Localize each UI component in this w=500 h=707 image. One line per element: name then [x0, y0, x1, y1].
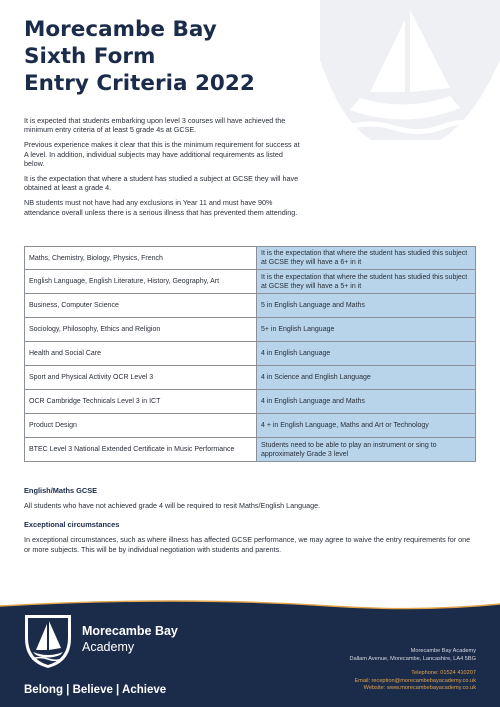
table-row [25, 247, 476, 270]
subject-cell: BTEC Level 3 National Extended Certificate in Music Performance [25, 438, 257, 462]
table-row [25, 342, 476, 366]
requirement-cell: It is the expectation that where the student has studied this subject at GCSE they will have a 5+ in it [257, 270, 476, 294]
intro-paragraph: NB students must not have had any exclusions in Year 11 and must have 90% attendance overall unless there is a serious illness that has prevented them attending. [24, 198, 298, 217]
website-link[interactable]: Website: www.morecambebayacademy.co.uk [363, 685, 476, 692]
subject-cell: Health and Social Care [25, 342, 257, 366]
english-maths-heading: English/Maths GCSE [24, 486, 98, 495]
requirement-cell: Students need to be able to play an instrument or sing to approximately Grade 3 level [257, 438, 476, 462]
additional-info [24, 486, 476, 563]
entry-criteria-table [24, 246, 476, 462]
table-row [25, 294, 476, 318]
table-row [25, 318, 476, 342]
requirement-cell: 4 + in English Language, Maths and Art or Technology [257, 414, 476, 438]
brand-name: Morecambe Bay [82, 624, 178, 638]
table-row [25, 390, 476, 414]
english-maths-text: All students who have not achieved grade 4 will be required to resit Maths/English Language. [24, 501, 321, 511]
title-line-2: Sixth Form [24, 44, 156, 69]
subject-cell: Sport and Physical Activity OCR Level 3 [25, 366, 257, 390]
brand-subname: Academy [82, 640, 135, 654]
requirement-cell: It is the expectation that where the student has studied this subject at GCSE they will have a 6+ in it [257, 247, 476, 270]
exceptional-text: In exceptional circumstances, such as where illness has affected GCSE performance, we may agree to waive the entry requirements for one or more subjects. This will be by individual negotiation with students and parents. [24, 535, 471, 554]
address-line: Dallam Avenue, Morecambe, Lancashire, LA4 5BG [349, 655, 476, 662]
requirement-cell: 4 in English Language and Maths [257, 390, 476, 414]
title-line-3: Entry Criteria 2022 [24, 71, 255, 96]
intro-text [24, 116, 304, 223]
telephone-text: Telephone: 01524 410207 [411, 670, 476, 677]
requirement-cell: 4 in English Language [257, 342, 476, 366]
title-line-1: Morecambe Bay [24, 17, 217, 42]
subject-cell: Maths, Chemistry, Biology, Physics, French [25, 247, 257, 270]
academy-crest-icon [22, 612, 74, 670]
intro-paragraph: It is the expectation that where a student has studied a subject at GCSE they will have obtained at least a grade 4. [24, 174, 299, 193]
table-row [25, 414, 476, 438]
crest-watermark [310, 0, 500, 140]
table-row [25, 366, 476, 390]
address-name: Morecambe Bay Academy [410, 648, 476, 654]
requirement-cell: 5 in English Language and Maths [257, 294, 476, 318]
subject-cell: OCR Cambridge Technicals Level 3 in ICT [25, 390, 257, 414]
subject-cell: English Language, English Literature, History, Geography, Art [25, 270, 257, 294]
intro-paragraph: It is expected that students embarking upon level 3 courses will have achieved the minimum entry criteria of at least 5 grade 4s at GCSE. [24, 116, 286, 135]
table-row [25, 270, 476, 294]
subject-cell: Product Design [25, 414, 257, 438]
table-row [25, 438, 476, 462]
exceptional-heading: Exceptional circumstances [24, 519, 120, 529]
subject-cell: Sociology, Philosophy, Ethics and Religion [25, 318, 257, 342]
contact-block [350, 648, 476, 693]
page-title [24, 16, 324, 97]
tagline: Belong | Believe | Achieve [24, 684, 167, 696]
requirement-cell: 5+ in English Language [257, 318, 476, 342]
subject-cell: Business, Computer Science [25, 294, 257, 318]
requirement-cell: 4 in Science and English Language [257, 366, 476, 390]
intro-paragraph: Previous experience makes it clear that this is the minimum requirement for success at A level. In addition, individual subjects may have additional requirements as listed below. [24, 140, 300, 169]
footer [0, 600, 500, 707]
email-link[interactable]: Email: reception@morecambebayacademy.co.uk [354, 677, 476, 684]
